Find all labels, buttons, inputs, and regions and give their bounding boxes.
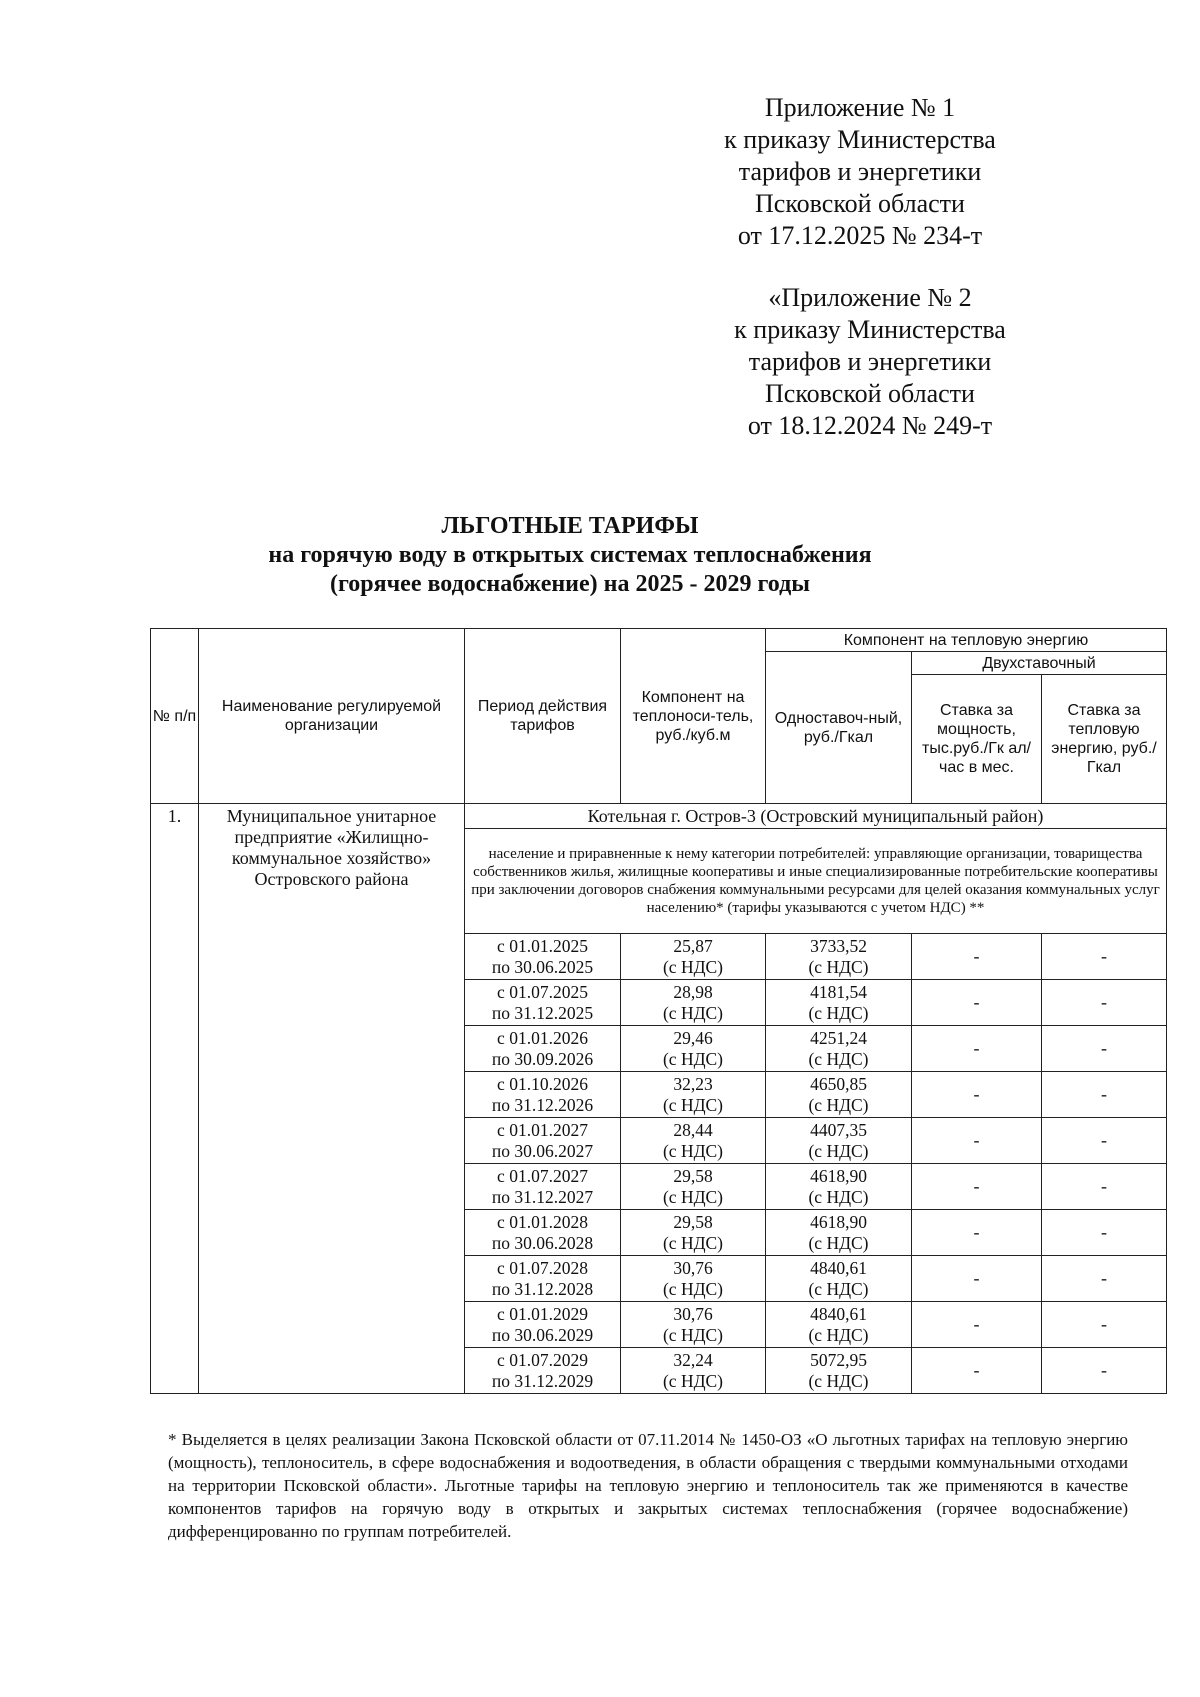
single-rate-cell-single: 4618,90 [810, 1165, 867, 1186]
energy-rate-cell-energy: - [1101, 946, 1107, 966]
coolant-cell-coolant-vat: (с НДС) [662, 1186, 724, 1207]
energy-rate-cell [1042, 934, 1167, 980]
capacity-rate-cell-capacity: - [973, 992, 980, 1012]
capacity-rate-cell-capacity: - [973, 1360, 980, 1380]
appendix-1-line: Псковской области [755, 189, 965, 218]
energy-rate-cell [1042, 1118, 1167, 1164]
energy-rate-cell [1042, 1072, 1167, 1118]
single-rate-cell-single: 3733,52 [810, 935, 867, 956]
single-rate-cell-single: 4181,54 [810, 981, 867, 1002]
header-num: № п/п [151, 629, 199, 804]
header-single-rate: Одноставоч-ный, руб./Гкал [766, 652, 912, 804]
period-cell-to: по 30.06.2027 [491, 1140, 594, 1161]
capacity-rate-cell [912, 980, 1042, 1026]
coolant-cell-coolant: 25,87 [673, 935, 713, 956]
appendix-2-line: к приказу Министерства [734, 315, 1006, 344]
capacity-rate-cell-capacity: - [973, 1222, 980, 1242]
period-cell [465, 1118, 621, 1164]
single-rate-cell-single: 4650,85 [810, 1073, 867, 1094]
period-cell [465, 1348, 621, 1394]
period-cell [465, 1256, 621, 1302]
capacity-rate-cell [912, 1072, 1042, 1118]
header-heat-component: Компонент на тепловую энергию [766, 629, 1167, 652]
appendix-1-reference [690, 92, 1030, 252]
single-rate-cell-single-vat: (с НДС) [808, 956, 869, 977]
period-cell-from: с 01.07.2029 [497, 1349, 588, 1370]
energy-rate-cell-energy: - [1101, 1222, 1107, 1242]
footnote: * Выделяется в целях реализации Закона Псковской области от 07.11.2014 № 1450-ОЗ «О льготных тарифах на тепловую энергию (мощность), теплоноситель, в сфере водоснабжения и водоотведения, в области обращения с твердыми коммунальными отходами на территории Псковской области». Льготные тарифы на тепловую энергию и теплоноситель так же применяются в качестве компонентов тарифов на горячую воду в открытых и закрытых системах теплоснабжения (горячее водоснабжение) дифференцированно по группам потребителей. [168, 1430, 1128, 1541]
capacity-rate-cell-capacity: - [973, 946, 980, 966]
consumer-group: население и приравненные к нему категории потребителей: управляющие организации, товарищества собственников жилья, жилищные кооперативы и иные специализированные потребительские кооперативы при заключении договоров снабжения коммунальными ресурсами для целей оказания коммунальных услуг населению* (тарифы указываются с учетом НДС) ** [465, 829, 1167, 934]
single-rate-cell [766, 1302, 912, 1348]
period-cell-to: по 30.06.2028 [491, 1232, 594, 1253]
period-cell-from: с 01.10.2026 [497, 1073, 588, 1094]
period-cell [465, 1302, 621, 1348]
single-rate-cell [766, 1164, 912, 1210]
appendix-2-line: тарифов и энергетики [748, 347, 992, 376]
coolant-cell-coolant: 28,44 [673, 1119, 713, 1140]
energy-rate-cell-energy: - [1101, 1268, 1107, 1288]
header-energy-rate: Ставка за тепловую энергию, руб./Гкал [1042, 675, 1167, 804]
header-coolant: Компонент на теплоноси-тель, руб./куб.м [621, 629, 766, 804]
energy-rate-cell-energy: - [1101, 992, 1107, 1012]
capacity-rate-cell [912, 1026, 1042, 1072]
single-rate-cell [766, 980, 912, 1026]
energy-rate-cell [1042, 1256, 1167, 1302]
appendix-1-line: от 17.12.2025 № 234-т [737, 221, 983, 250]
coolant-cell [621, 1210, 766, 1256]
period-cell [465, 934, 621, 980]
coolant-cell-coolant: 30,76 [673, 1303, 713, 1324]
appendix-2-line: Псковской области [765, 379, 975, 408]
coolant-cell-coolant: 30,76 [673, 1257, 713, 1278]
single-rate-cell-single: 4840,61 [810, 1303, 867, 1324]
single-rate-cell-single: 5072,95 [810, 1349, 867, 1370]
single-rate-cell-single-vat: (с НДС) [808, 1370, 869, 1391]
document-title [150, 512, 990, 599]
energy-rate-cell [1042, 980, 1167, 1026]
coolant-cell [621, 934, 766, 980]
single-rate-cell-single-vat: (с НДС) [808, 1048, 869, 1069]
period-cell-from: с 01.07.2028 [497, 1257, 588, 1278]
energy-rate-cell-energy: - [1101, 1130, 1107, 1150]
single-rate-cell [766, 934, 912, 980]
single-rate-cell-single-vat: (с НДС) [808, 1186, 869, 1207]
capacity-rate-cell [912, 1302, 1042, 1348]
coolant-cell-coolant: 29,58 [673, 1165, 713, 1186]
title-line: (горячее водоснабжение) на 2025 - 2029 годы [330, 571, 810, 597]
coolant-cell-coolant-vat: (с НДС) [662, 1002, 724, 1023]
single-rate-cell-single-vat: (с НДС) [808, 1324, 869, 1345]
coolant-cell-coolant-vat: (с НДС) [662, 956, 724, 977]
appendix-1-line: Приложение № 1 [764, 93, 956, 122]
period-cell-from: с 01.01.2025 [497, 935, 588, 956]
coolant-cell-coolant: 29,46 [673, 1027, 713, 1048]
single-rate-cell-single-vat: (с НДС) [808, 1232, 869, 1253]
capacity-rate-cell-capacity: - [973, 1084, 980, 1104]
title-line: ЛЬГОТНЫЕ ТАРИФЫ [441, 513, 699, 539]
period-cell-from: с 01.01.2027 [497, 1119, 588, 1140]
appendix-2-reference [700, 282, 1040, 442]
energy-rate-cell-energy: - [1101, 1176, 1107, 1196]
period-cell [465, 1026, 621, 1072]
single-rate-cell-single-vat: (с НДС) [808, 1002, 869, 1023]
appendix-2-line: «Приложение № 2 [768, 283, 972, 312]
coolant-cell-coolant-vat: (с НДС) [662, 1094, 724, 1115]
energy-rate-cell [1042, 1026, 1167, 1072]
capacity-rate-cell-capacity: - [973, 1130, 980, 1150]
capacity-rate-cell [912, 934, 1042, 980]
appendix-1-line: к приказу Министерства [724, 125, 996, 154]
energy-rate-cell-energy: - [1101, 1360, 1107, 1380]
capacity-rate-cell-capacity: - [973, 1038, 980, 1058]
appendix-1-line: тарифов и энергетики [738, 157, 982, 186]
energy-rate-cell-energy: - [1101, 1314, 1107, 1334]
single-rate-cell-single-vat: (с НДС) [808, 1278, 869, 1299]
period-cell-from: с 01.01.2029 [497, 1303, 588, 1324]
energy-rate-cell [1042, 1348, 1167, 1394]
capacity-rate-cell [912, 1118, 1042, 1164]
period-cell-to: по 31.12.2027 [491, 1186, 594, 1207]
period-cell-to: по 31.12.2029 [491, 1370, 594, 1391]
single-rate-cell [766, 1118, 912, 1164]
single-rate-cell-single-vat: (с НДС) [808, 1140, 869, 1161]
energy-rate-cell-energy: - [1101, 1084, 1107, 1104]
period-cell-from: с 01.01.2026 [497, 1027, 588, 1048]
tariff-table [150, 628, 1167, 1394]
coolant-cell [621, 1348, 766, 1394]
period-cell-from: с 01.07.2025 [497, 981, 588, 1002]
coolant-cell-coolant-vat: (с НДС) [662, 1370, 724, 1391]
single-rate-cell [766, 1072, 912, 1118]
single-rate-cell [766, 1210, 912, 1256]
appendix-2-line: от 18.12.2024 № 249-т [747, 411, 993, 440]
coolant-cell-coolant-vat: (с НДС) [662, 1232, 724, 1253]
header-two-rate: Двухставочный [912, 652, 1167, 675]
coolant-cell-coolant: 28,98 [673, 981, 713, 1002]
coolant-cell [621, 1026, 766, 1072]
capacity-rate-cell [912, 1210, 1042, 1256]
single-rate-cell-single: 4840,61 [810, 1257, 867, 1278]
capacity-rate-cell-capacity: - [973, 1176, 980, 1196]
single-rate-cell [766, 1256, 912, 1302]
energy-rate-cell [1042, 1164, 1167, 1210]
entry-number: 1. [151, 804, 199, 1394]
header-capacity-rate: Ставка за мощность, тыс.руб./Гк ал/час в мес. [912, 675, 1042, 804]
coolant-cell [621, 980, 766, 1026]
period-cell-to: по 31.12.2025 [491, 1002, 594, 1023]
period-cell-to: по 30.06.2025 [491, 956, 594, 977]
period-cell [465, 1072, 621, 1118]
period-cell [465, 1210, 621, 1256]
coolant-cell [621, 1118, 766, 1164]
single-rate-cell [766, 1026, 912, 1072]
coolant-cell-coolant: 32,24 [673, 1349, 713, 1370]
period-cell-to: по 30.06.2029 [491, 1324, 594, 1345]
period-cell-to: по 31.12.2026 [491, 1094, 594, 1115]
single-rate-cell-single: 4407,35 [810, 1119, 867, 1140]
coolant-cell-coolant-vat: (с НДС) [662, 1048, 724, 1069]
single-rate-cell-single: 4618,90 [810, 1211, 867, 1232]
coolant-cell-coolant-vat: (с НДС) [662, 1278, 724, 1299]
capacity-rate-cell-capacity: - [973, 1314, 980, 1334]
capacity-rate-cell [912, 1348, 1042, 1394]
period-cell [465, 980, 621, 1026]
header-org: Наименование регулируемой организации [199, 629, 465, 804]
coolant-cell [621, 1072, 766, 1118]
period-cell-to: по 31.12.2028 [491, 1278, 594, 1299]
energy-rate-cell-energy: - [1101, 1038, 1107, 1058]
period-cell-from: с 01.07.2027 [497, 1165, 588, 1186]
period-cell-from: с 01.01.2028 [497, 1211, 588, 1232]
energy-rate-cell [1042, 1302, 1167, 1348]
coolant-cell [621, 1302, 766, 1348]
period-cell [465, 1164, 621, 1210]
capacity-rate-cell [912, 1164, 1042, 1210]
coolant-cell-coolant: 29,58 [673, 1211, 713, 1232]
boiler-house: Котельная г. Остров-3 (Островский муниципальный район) [465, 804, 1167, 829]
energy-rate-cell [1042, 1210, 1167, 1256]
organization-name: Муниципальное унитарное предприятие «Жилищно-коммунальное хозяйство» Островского района [199, 804, 465, 1394]
single-rate-cell [766, 1348, 912, 1394]
single-rate-cell-single: 4251,24 [810, 1027, 867, 1048]
header-period: Период действия тарифов [465, 629, 621, 804]
title-line: на горячую воду в открытых системах теплоснабжения [268, 542, 872, 568]
single-rate-cell-single-vat: (с НДС) [808, 1094, 869, 1115]
coolant-cell [621, 1164, 766, 1210]
capacity-rate-cell [912, 1256, 1042, 1302]
coolant-cell [621, 1256, 766, 1302]
coolant-cell-coolant: 32,23 [673, 1073, 713, 1094]
coolant-cell-coolant-vat: (с НДС) [662, 1140, 724, 1161]
coolant-cell-coolant-vat: (с НДС) [662, 1324, 724, 1345]
capacity-rate-cell-capacity: - [973, 1268, 980, 1288]
period-cell-to: по 30.09.2026 [491, 1048, 594, 1069]
